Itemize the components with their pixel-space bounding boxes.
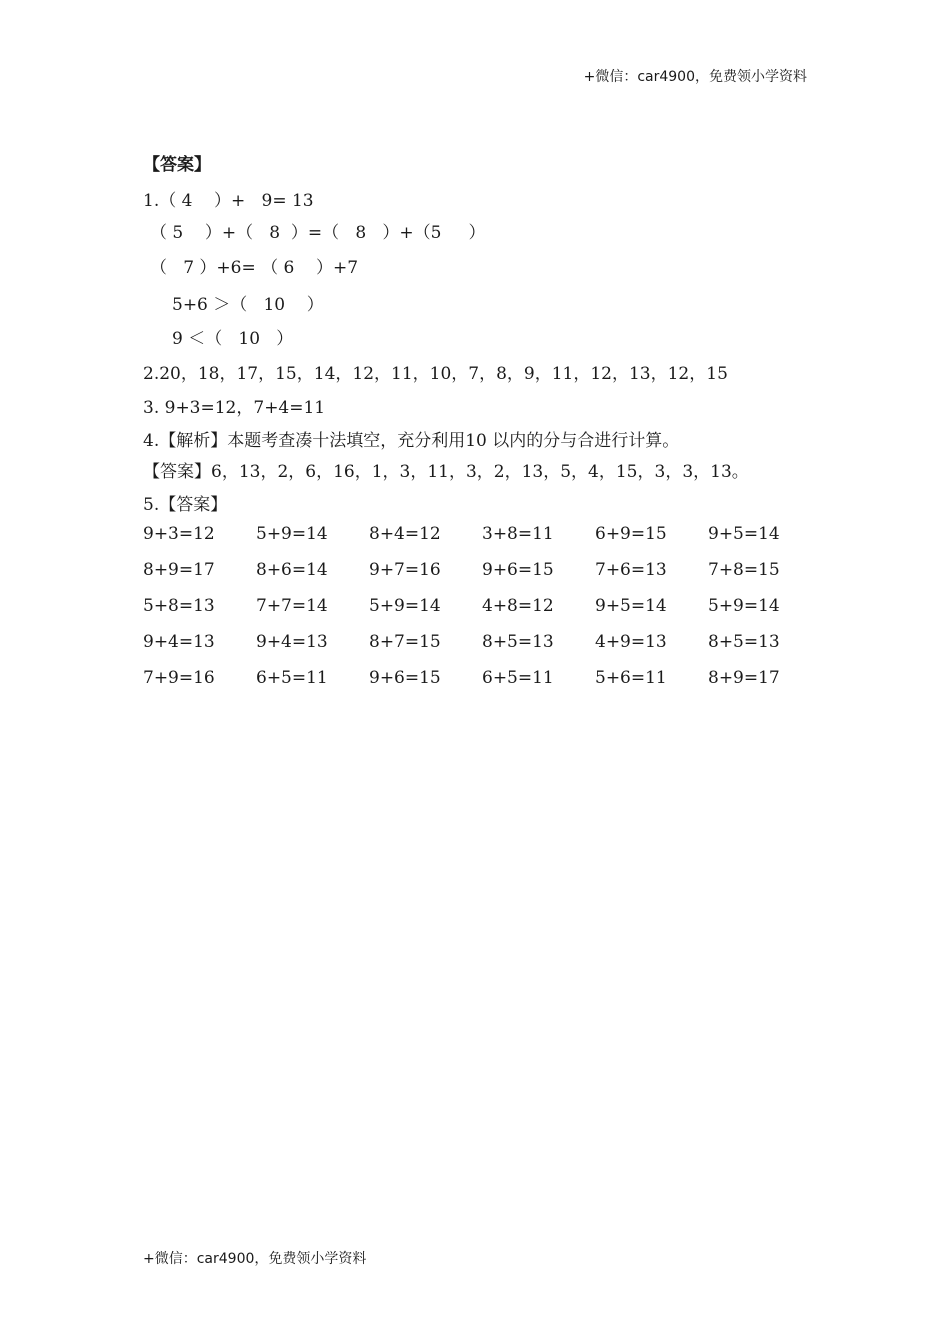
q1-line-2: （ 5 ）+（ 8 ）=（ 8 ）+（5 ） bbox=[150, 223, 486, 243]
page-header-text: +微信：car4900，免费领小学资料 bbox=[583, 69, 807, 85]
grid-cell: 7+7=14 bbox=[256, 596, 328, 616]
grid-cell: 6+5=11 bbox=[256, 668, 328, 688]
grid-cell: 4+9=13 bbox=[595, 632, 667, 652]
grid-cell: 5+8=13 bbox=[143, 596, 215, 616]
grid-cell: 8+6=14 bbox=[256, 560, 328, 580]
grid-cell: 7+8=15 bbox=[708, 560, 780, 580]
grid-cell: 3+8=11 bbox=[482, 524, 554, 544]
grid-cell: 9+6=15 bbox=[482, 560, 554, 580]
grid-cell: 8+5=13 bbox=[708, 632, 780, 652]
q3-answer: 3. 9+3=12，7+4=11 bbox=[143, 398, 326, 418]
page-footer-text: +微信：car4900，免费领小学资料 bbox=[143, 1251, 367, 1267]
q5-answer-grid bbox=[143, 524, 821, 690]
q4-answer: 【答案】6，13，2，6，16，1，3，11，3，2，13，5，4，15，3，3，13。 bbox=[143, 462, 749, 482]
grid-cell: 8+4=12 bbox=[369, 524, 441, 544]
q1-line-1: 1.（ 4 ）+ 9= 13 bbox=[143, 191, 314, 211]
answer-title: 【答案】 bbox=[143, 155, 211, 175]
q1-line-3: （ 7 ）+6= （ 6 ）+7 bbox=[150, 258, 359, 278]
grid-cell: 8+9=17 bbox=[143, 560, 215, 580]
grid-cell: 6+5=11 bbox=[482, 668, 554, 688]
grid-cell: 9+7=16 bbox=[369, 560, 441, 580]
grid-cell: 7+6=13 bbox=[595, 560, 667, 580]
grid-cell: 5+6=11 bbox=[595, 668, 667, 688]
grid-cell: 9+6=15 bbox=[369, 668, 441, 688]
grid-cell: 9+4=13 bbox=[256, 632, 328, 652]
q5-title: 5.【答案】 bbox=[143, 495, 228, 515]
grid-cell: 7+9=16 bbox=[143, 668, 215, 688]
q4-analysis: 4.【解析】本题考查凑十法填空，充分利用10 以内的分与合进行计算。 bbox=[143, 431, 680, 451]
q2-answer: 2.20，18，17，15，14，12，11，10，7，8，9，11，12，13，12，15 bbox=[143, 364, 728, 384]
grid-cell: 5+9=14 bbox=[369, 596, 441, 616]
grid-cell: 9+3=12 bbox=[143, 524, 215, 544]
grid-cell: 8+9=17 bbox=[708, 668, 780, 688]
grid-cell: 4+8=12 bbox=[482, 596, 554, 616]
grid-cell: 8+7=15 bbox=[369, 632, 441, 652]
grid-cell: 9+4=13 bbox=[143, 632, 215, 652]
grid-cell: 9+5=14 bbox=[708, 524, 780, 544]
grid-cell: 5+9=14 bbox=[708, 596, 780, 616]
grid-cell: 8+5=13 bbox=[482, 632, 554, 652]
grid-cell: 6+9=15 bbox=[595, 524, 667, 544]
q1-line-4: 5+6 ＞（ 10 ） bbox=[172, 295, 324, 315]
grid-cell: 5+9=14 bbox=[256, 524, 328, 544]
q1-line-5: 9 ＜（ 10 ） bbox=[172, 329, 294, 349]
grid-cell: 9+5=14 bbox=[595, 596, 667, 616]
